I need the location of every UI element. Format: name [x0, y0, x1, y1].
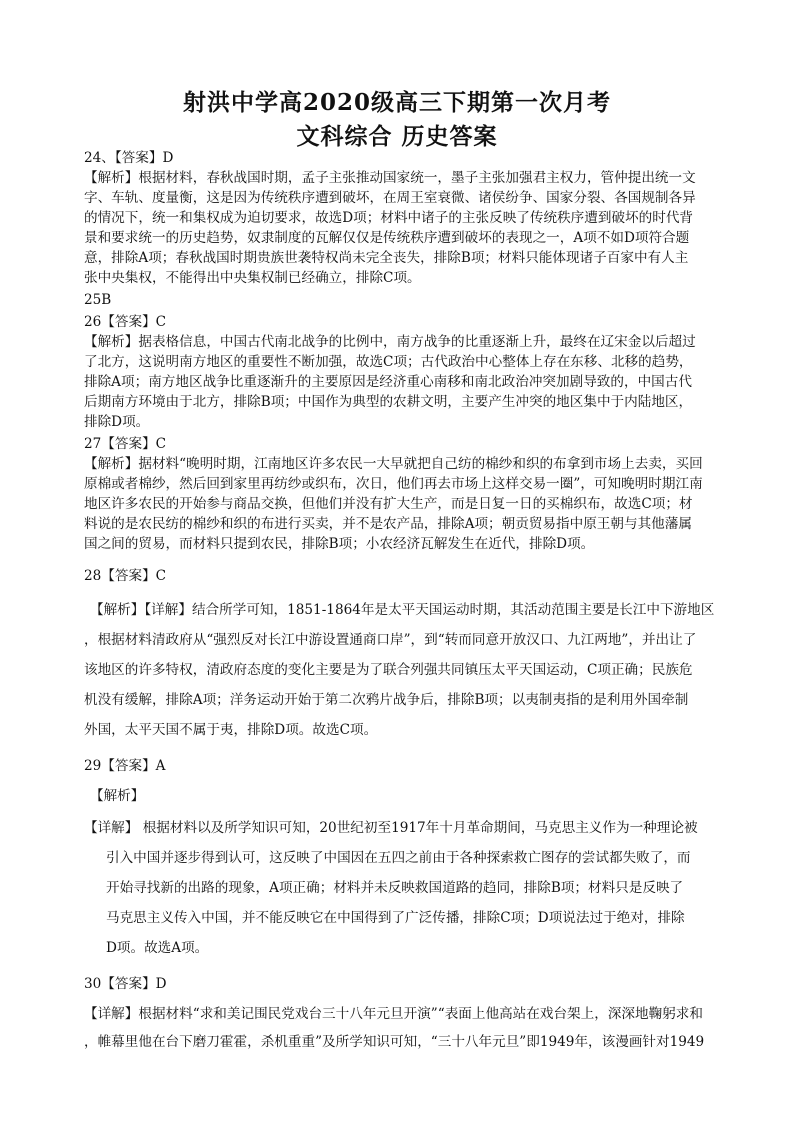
document-subtitle: 文科综合 历史答案 [296, 123, 498, 150]
text-line: 张中央集权，不能得出中央集权制已经确立，排除C项。 [84, 270, 421, 286]
text-line: 马克思主义传入中国，并不能反映它在中国得到了广泛传播，排除C项；D项说法过于绝对，排除 [106, 910, 685, 926]
answer-25-heading: 25B [84, 292, 112, 308]
text-line: 【解析】 [90, 788, 145, 804]
text-line: 【解析】根据材料，春秋战国时期，孟子主张推动国家统一，墨子主张加强君主权力，管仲提出统一文 [84, 170, 696, 186]
answer-26-heading: 26【答案】C [84, 314, 167, 330]
answer-29-heading: 29【答案】A [84, 758, 166, 774]
text-line: D项。故选A项。 [106, 940, 209, 956]
answer-27-heading: 27【答案】C [84, 436, 167, 452]
text-line: 的情况下，统一和集权成为迫切要求，故选D项；材料中诸子的主张反映了传统秩序遭到破坏的时代背 [84, 210, 694, 226]
text-line: 机没有缓解，排除A项；洋务运动开始于第二次鸦片战争后，排除B项；以夷制夷指的是利用外国牵制 [84, 692, 689, 708]
text-line: 后期南方环境由于北方，排除B项；中国作为典型的农耕文明，主要产生冲突的地区集中于内陆地区， [84, 394, 693, 410]
text-line: 【解析】据材料“晚明时期，江南地区许多农民一大早就把自己纺的棉纱和织的布拿到市场上去卖，买回 [84, 456, 703, 472]
text-line: 了北方，这说明南方地区的重要性不断加强，故选C项；古代政治中心整体上存在东移、北移的趋势， [84, 354, 693, 370]
text-line: 国之间的贸易，而材料只提到农民，排除B项；小农经济瓦解发生在近代，排除D项。 [84, 536, 595, 552]
text-line: 原棉或者棉纱，然后回到家里再纺纱或织布，次日，他们再去市场上这样交易一圈”，可知晚明时期江南 [84, 476, 703, 492]
text-line: 【详解】根据材料“求和美记围民党戏台三十八年元旦开演”“表面上他高站在戏台架上，深深地鞠躬求和 [84, 1006, 703, 1022]
answer-24-heading: 24、【答案】D [84, 150, 174, 166]
answer-28-heading: 28【答案】C [84, 568, 167, 584]
text-line: ，根据材料清政府从“强烈反对长江中游设置通商口岸”，到“转而同意开放汉口、九江两地”，并出让了 [84, 632, 697, 648]
text-line: 排除A项；南方地区战争比重逐渐升的主要原因是经济重心南移和南北政治冲突加剧导致的，中国古代 [84, 374, 692, 390]
text-line: 排除D项。 [84, 414, 150, 430]
text-line: 意，排除A项；春秋战国时期贵族世袭特权尚未完全丧失，排除B项；材料只能体现诸子百家中有人主 [84, 250, 689, 266]
text-line: 【解析】据表格信息，中国古代南北战争的比例中，南方战争的比重逐渐上升，最终在辽宋金以后超过 [84, 334, 696, 350]
text-line: 外国，太平天国不属于夷，排除D项。故选C项。 [84, 722, 378, 738]
text-line: 【详解】 根据材料以及所学知识可知，20世纪初至1917年十月革命期间，马克思主义作为一种理论被 [84, 820, 698, 836]
text-line: ，帷幕里他在台下磨刀霍霍，杀机重重”及所学知识可知，“三十八年元旦”即1949年，该漫画针对1949 [84, 1034, 705, 1050]
text-line: 开始寻找新的出路的现象，A项正确；材料并未反映救国道路的趋同，排除B项；材料只是反映了 [106, 880, 684, 896]
answer-30-heading: 30【答案】D [84, 976, 167, 992]
text-line: 【解析】【详解】结合所学可知，1851-1864年是太平天国运动时期，其活动范围主要是长江中下游地区 [90, 602, 715, 618]
document-title: 射洪中学高2020级高三下期第一次月考 [182, 89, 611, 116]
text-line: 料说的是农民纺的棉纱和织的布进行买卖，并不是农产品，排除A项；朝贡贸易指中原王朝与其他藩属 [84, 516, 692, 532]
text-line: 地区许多农民的开始参与商品交换，但他们并没有扩大生产，而是日复一日的买棉织布，故选C项；材 [84, 496, 693, 512]
text-line: 该地区的许多特权，清政府态度的变化主要是为了联合列强共同镇压太平天国运动，C项正确；民族危 [84, 662, 693, 678]
text-line: 景和要求统一的历史趋势，奴隶制度的瓦解仅仅是传统秩序遭到破坏的表现之一，A项不如D项符合题 [84, 230, 690, 246]
text-line: 引入中国并逐步得到认可，这反映了中国因在五四之前由于各种探索救亡图存的尝试都失败了，而 [106, 850, 691, 866]
text-line: 字、车轨、度量衡，这是因为传统秩序遭到破坏，在周王室衰微、诸侯纷争、国家分裂、各国规制各异 [84, 190, 696, 206]
